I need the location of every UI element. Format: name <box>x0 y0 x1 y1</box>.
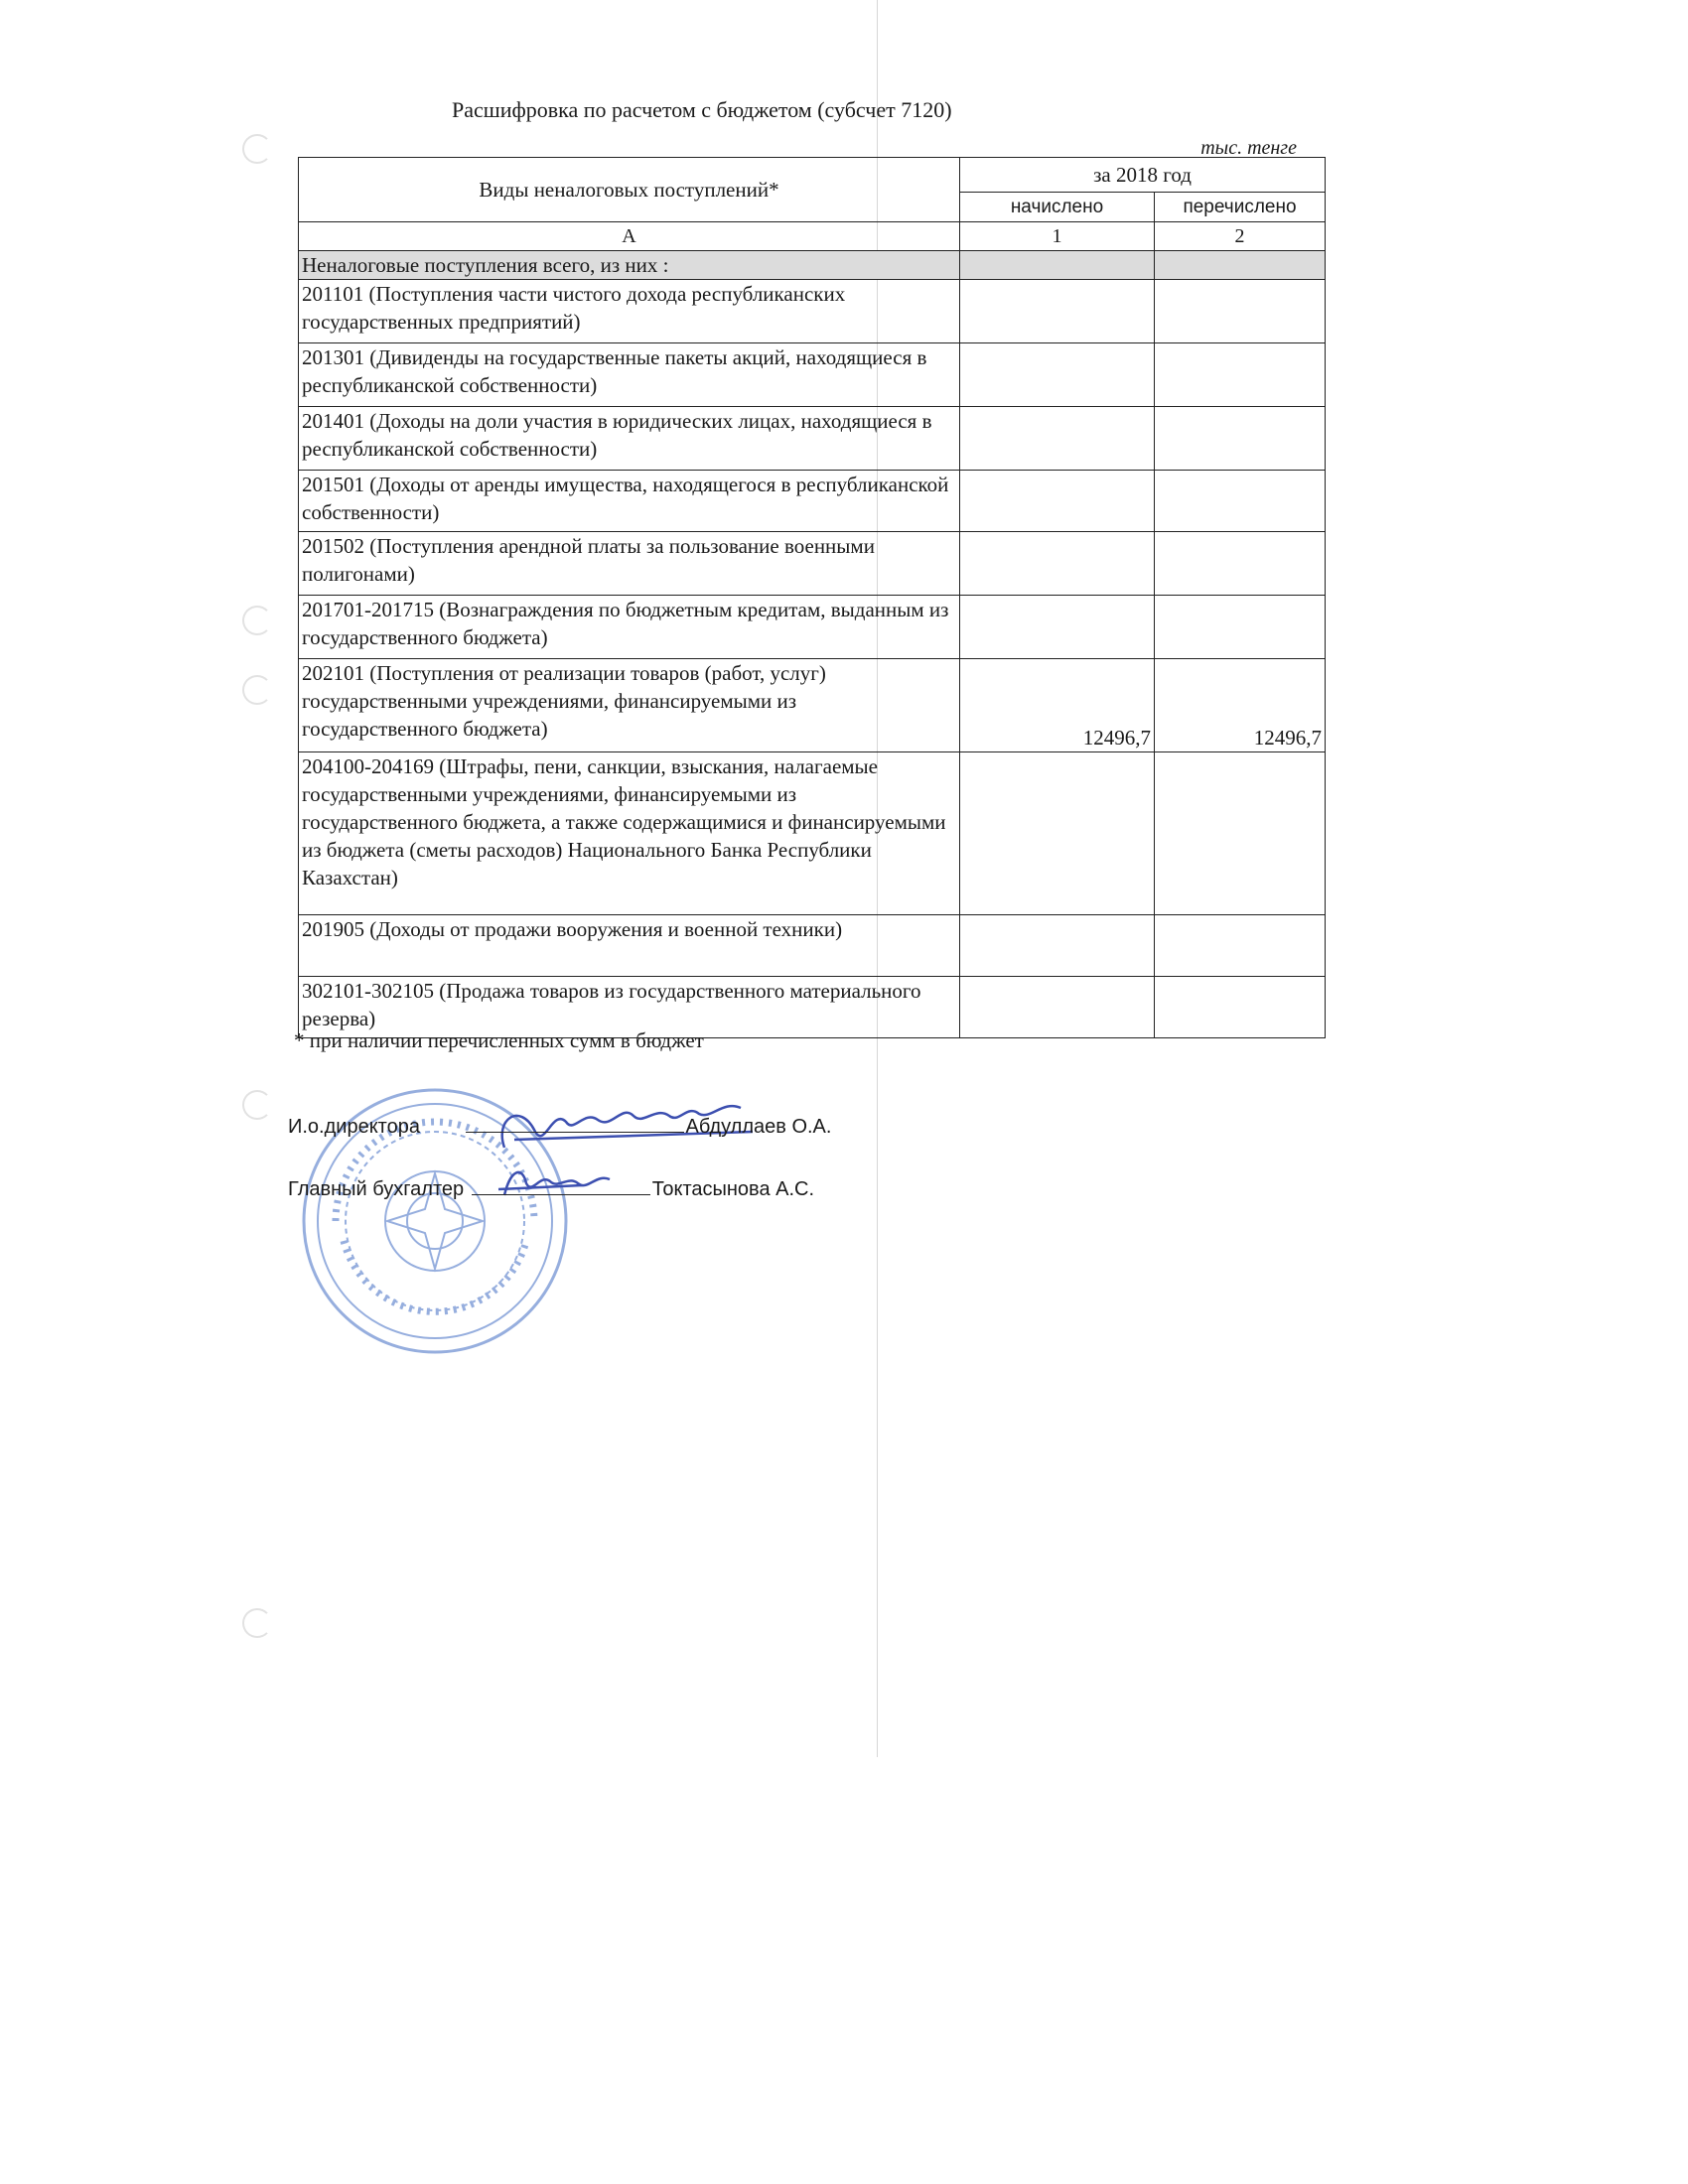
header-accrued: начислено <box>960 193 1155 222</box>
row-accrued <box>960 532 1155 596</box>
header-year: за 2018 год <box>960 158 1326 193</box>
total-accrued <box>960 251 1155 280</box>
total-row <box>299 251 1326 280</box>
signature-line <box>472 1194 650 1195</box>
row-accrued <box>960 915 1155 977</box>
document-title: Расшифровка по расчетом с бюджетом (субсчет 7120) <box>452 97 952 122</box>
punch-hole <box>242 675 272 705</box>
signature-line <box>466 1132 684 1133</box>
row-accrued: 12496,7 <box>960 659 1155 752</box>
accountant-title: Главный бухгалтер <box>288 1178 465 1200</box>
punch-hole <box>242 134 272 164</box>
row-accrued <box>960 752 1155 915</box>
director-name: Абдуллаев О.А. <box>685 1116 832 1138</box>
index-2: 2 <box>1155 222 1326 251</box>
punch-hole <box>242 1608 272 1638</box>
table-row <box>299 752 1326 915</box>
index-a: А <box>299 222 960 251</box>
row-label: 201301 (Дивиденды на государственные пакеты акций, находящиеся в республиканской собственности) <box>299 343 960 407</box>
row-transferred <box>1155 280 1326 343</box>
table-row <box>299 596 1326 659</box>
table-row <box>299 532 1326 596</box>
table-row <box>299 407 1326 471</box>
row-transferred <box>1155 471 1326 532</box>
table-row <box>299 343 1326 407</box>
table-row <box>299 659 1326 752</box>
header-transferred: перечислено <box>1155 193 1326 222</box>
row-transferred: 12496,7 <box>1155 659 1326 752</box>
row-label: 202101 (Поступления от реализации товаров (работ, услуг) государственными учреждениями, финансируемыми из государственного бюджета) <box>299 659 960 752</box>
row-label: 201905 (Доходы от продажи вооружения и военной техники) <box>299 915 960 977</box>
row-accrued <box>960 596 1155 659</box>
row-label: 302101-302105 (Продажа товаров из государственного материального резерва) <box>299 977 960 1038</box>
row-label: 201701-201715 (Вознаграждения по бюджетным кредитам, выданным из государственного бюджета) <box>299 596 960 659</box>
row-accrued <box>960 977 1155 1038</box>
total-transferred <box>1155 251 1326 280</box>
accountant-name: Токтасынова А.С. <box>651 1178 815 1200</box>
row-label: 201502 (Поступления арендной платы за пользование военными полигонами) <box>299 532 960 596</box>
row-label: 201501 (Доходы от аренды имущества, находящегося в республиканской собственности) <box>299 471 960 532</box>
row-accrued <box>960 407 1155 471</box>
units-label: тыс. тенге <box>1200 137 1297 159</box>
table-header-row <box>299 158 1326 193</box>
row-accrued <box>960 280 1155 343</box>
row-transferred <box>1155 915 1326 977</box>
row-transferred <box>1155 343 1326 407</box>
table-row <box>299 471 1326 532</box>
row-label: 201401 (Доходы на доли участия в юридических лицах, находящиеся в республиканской собственности) <box>299 407 960 471</box>
director-signature-line <box>288 1116 831 1139</box>
index-1: 1 <box>960 222 1155 251</box>
row-transferred <box>1155 407 1326 471</box>
table-row <box>299 280 1326 343</box>
row-label: 204100-204169 (Штрафы, пени, санкции, взыскания, налагаемые государственными учреждениями, финансируемыми из государственного бюджета, а также содержащимися и финансируемыми из бюджета (сметы расходов) Национального Банка Республики Казахстан) <box>299 752 960 915</box>
total-label: Неналоговые поступления всего, из них : <box>299 251 960 280</box>
accountant-signature-line <box>288 1178 814 1201</box>
row-transferred <box>1155 532 1326 596</box>
row-transferred <box>1155 752 1326 915</box>
row-accrued <box>960 343 1155 407</box>
table-row <box>299 915 1326 977</box>
punch-hole <box>242 1090 272 1120</box>
budget-settlement-table <box>298 157 1326 1038</box>
row-transferred <box>1155 596 1326 659</box>
row-transferred <box>1155 977 1326 1038</box>
header-revenue-types: Виды неналоговых поступлений* <box>299 158 960 222</box>
table-index-row <box>299 222 1326 251</box>
table-footnote: * при наличии перечисленных сумм в бюджет <box>294 1028 704 1052</box>
row-label: 201101 (Поступления части чистого дохода республиканских государственных предприятий) <box>299 280 960 343</box>
director-title: И.о.директора <box>288 1116 420 1138</box>
row-accrued <box>960 471 1155 532</box>
punch-hole <box>242 606 272 635</box>
